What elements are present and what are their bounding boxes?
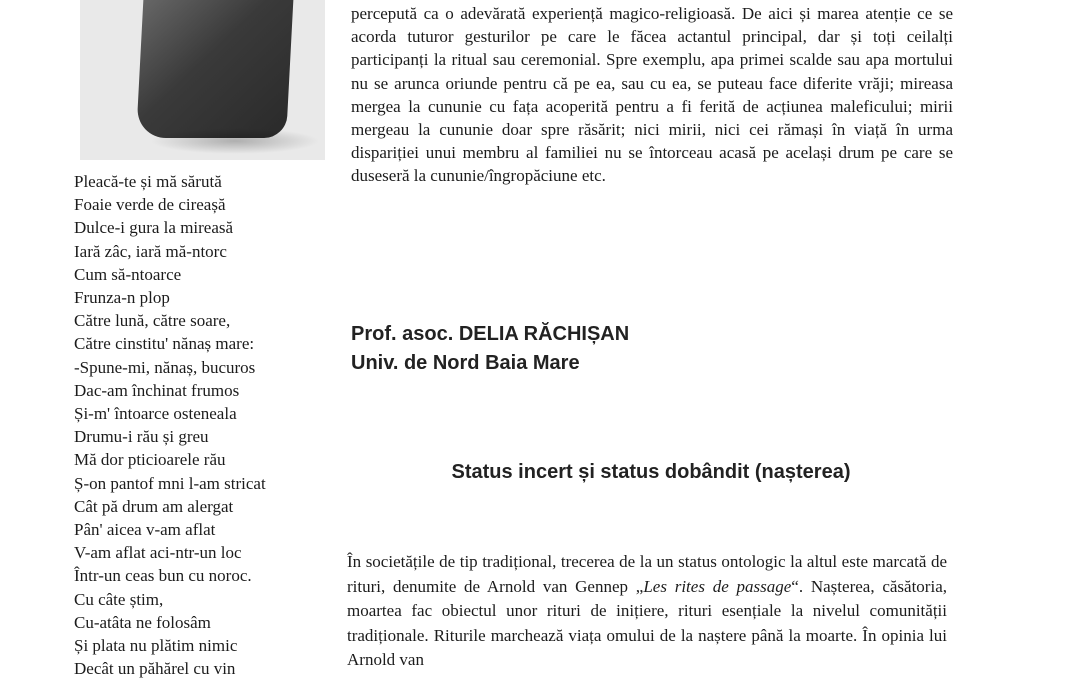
- poem-line: Pân' aicea v-am aflat: [74, 520, 216, 540]
- author-name: Prof. asoc. DELIA RĂCHIȘAN: [351, 323, 630, 345]
- poem-line: Într-un ceas bun cu noroc.: [74, 566, 252, 586]
- poem-line: Către lună, către soare,: [74, 311, 231, 331]
- poem-line: Decât un păhărel cu vin: [74, 659, 236, 679]
- poem-line: Și plata nu plătim nimic: [74, 636, 238, 656]
- poem-line: Ș-on pantof mni l-am stricat: [74, 473, 266, 493]
- stone-photo: [80, 0, 325, 160]
- stone-shape: [136, 0, 294, 138]
- poem: [74, 170, 334, 680]
- poem-line: Iară zâc, iară mă-ntorc: [74, 241, 227, 261]
- poem-line: Cât pă drum am alergat: [74, 496, 234, 516]
- stone-shadow: [150, 128, 320, 154]
- poem-line: Cu câte știm,: [74, 589, 164, 609]
- section-title: Status incert și status dobândit (nașterea): [451, 461, 851, 483]
- poem-line: Dulce-i gura la mireasă: [74, 218, 234, 238]
- bottom-paragraph: [347, 550, 947, 673]
- top-paragraph-block: [351, 2, 953, 188]
- poem-line: Către cinstitu' nănaș mare:: [74, 334, 255, 354]
- poem-line: Foaie verde de cireașă: [74, 195, 226, 215]
- poem-line: Mă dor pticioarele rău: [74, 450, 226, 470]
- poem-line: Cum să-ntoarce: [74, 264, 182, 284]
- top-paragraph: percepută ca o adevărată experiență magico-religioasă. De aici și marea atenție ce se acorda tuturor gesturilor pe care le făcea actantul principal, dar și toți ceilalți participanți la ritual sau ceremonial. Spre exemplu, apa primei scalde sau apa mortului nu se arunca oriunde pentru că pe ea, sau cu ea, se puteau face diferite vrăji; mireasa mergea la cununie cu fața acoperită pentru a fi ferită de acțiunea maleficului; mirii mergeau la cununie doar spre răsărit; nici mirii, nici cei rămași în viață în urma dispariției unui membru al familiei nu se întorceau acasă pe același drum pe care se duseseră la cununie/îngropăciune etc.: [351, 4, 953, 186]
- poem-line: V-am aflat aci-ntr-un loc: [74, 543, 242, 563]
- book-title: Les rites de passage: [643, 576, 792, 596]
- poem-line: Și-m' întoarce osteneala: [74, 404, 237, 424]
- bottom-paragraph-block: [347, 550, 947, 673]
- bottom-paragraph-start: În societățile de tip tradițional, trecerea de la un status ontologic la altul este marcată de rituri, denumite de Arnold van Gennep „: [347, 552, 947, 596]
- poem-line: Pleacă-te și mă sărută: [74, 172, 222, 191]
- poem-line: Drumu-i rău și greu: [74, 427, 209, 447]
- author-affiliation: Univ. de Nord Baia Mare: [351, 352, 580, 374]
- poem-line: Frunza-n plop: [74, 288, 170, 308]
- bottom-paragraph-rest: “. Nașterea, căsătoria, moartea fac obiectul unor rituri de inițiere, rituri esențiale la nivelul comunității tradiționale. Riturile marchează viața omului de la naștere până la moarte. În opinia lui Arnold van: [347, 576, 947, 669]
- poem-line: Cu-atâta ne folosâm: [74, 612, 211, 632]
- poem-line: -Spune-mi, nănaș, bucuros: [74, 357, 256, 377]
- poem-line: Dac-am închinat frumos: [74, 380, 240, 400]
- author-block: [351, 320, 629, 378]
